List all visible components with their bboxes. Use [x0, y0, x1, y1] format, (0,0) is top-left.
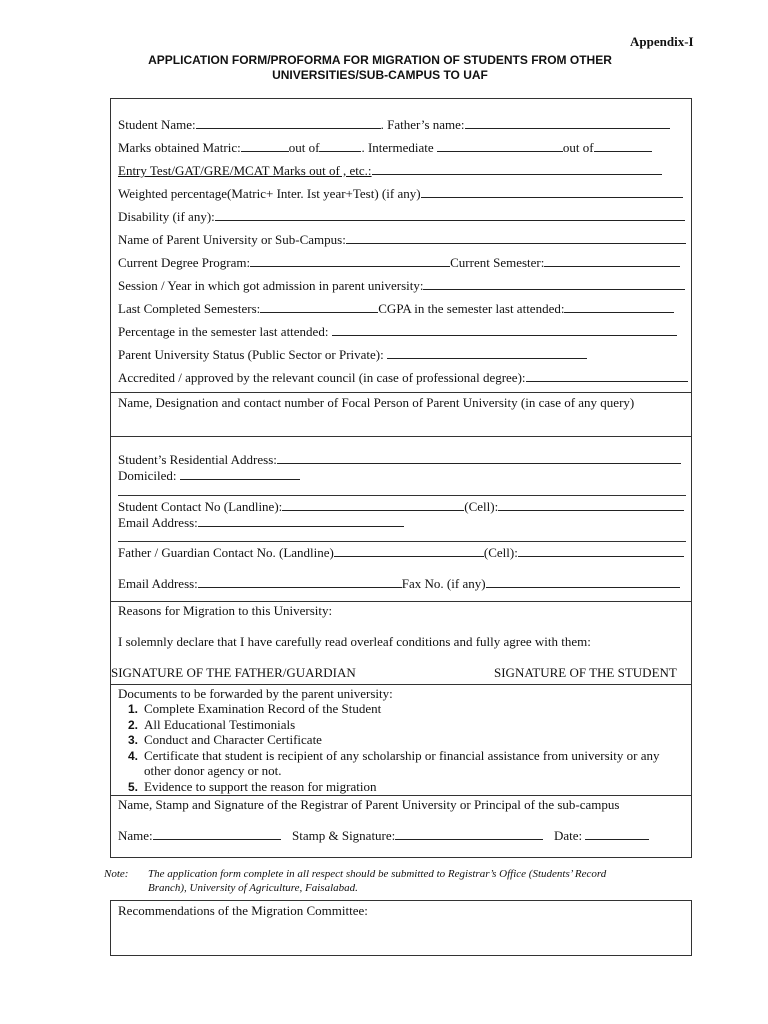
domiciled-field[interactable] [180, 467, 300, 480]
divider [110, 436, 692, 437]
last-completed-row [118, 300, 674, 317]
cgpa-field[interactable] [564, 300, 674, 313]
date-row [554, 827, 649, 844]
weighted-label: Weighted percentage(Matric+ Inter. Ist year+Test) (if any) [118, 186, 421, 201]
session-field[interactable] [423, 277, 685, 290]
registrar-label: Name, Stamp and Signature of the Registrar of Parent University or Principal of the sub-campus [118, 797, 620, 812]
father-landline-field[interactable] [334, 544, 484, 557]
cgpa-label: CGPA in the semester last attended: [378, 301, 565, 316]
stamp-signature-field[interactable] [395, 827, 543, 840]
residential-field[interactable] [277, 451, 681, 464]
registrar-name-field[interactable] [153, 827, 281, 840]
registrar-fields-row [118, 827, 281, 844]
parent-uni-row [118, 231, 686, 248]
intermediate-label: . Intermediate [361, 140, 434, 155]
disability-label: Disability (if any): [118, 209, 215, 224]
current-semester-label: Current Semester: [450, 255, 545, 270]
entry-test-label: Entry Test/GAT/GRE/MCAT Marks out of , etc.: [118, 163, 372, 178]
father-cell-field[interactable] [518, 544, 684, 557]
parent-uni-field[interactable] [346, 231, 686, 244]
marks-row [118, 139, 652, 156]
focal-person-label: Name, Designation and contact number of Focal Person of Parent University (in case of any query) [118, 395, 635, 410]
domiciled-row [118, 467, 300, 484]
out-of-label: out of [562, 140, 594, 155]
out-of-label: out of [288, 140, 320, 155]
list-item: 4. Certificate that student is recipient of any scholarship or financial assistance from university or any [127, 747, 660, 763]
email-label: Email Address: [118, 576, 198, 591]
student-cell-field[interactable] [498, 498, 684, 511]
student-name-row [118, 116, 670, 133]
student-name-field[interactable] [196, 116, 381, 129]
cell-label: (Cell): [483, 545, 518, 560]
stamp-row [292, 827, 543, 844]
matric-total-field[interactable] [319, 139, 361, 152]
documents-heading: Documents to be forwarded by the parent university: [118, 686, 393, 701]
domiciled-label: Domiciled: [118, 468, 177, 483]
percentage-label: Percentage in the semester last attended: [118, 324, 329, 339]
address-line [118, 495, 686, 496]
signature-student-label: SIGNATURE OF THE STUDENT [494, 665, 677, 680]
divider [110, 795, 692, 796]
divider [110, 684, 692, 685]
divider [110, 392, 692, 393]
disability-row [118, 208, 685, 225]
list-item: 3. Conduct and Character Certificate [127, 732, 322, 747]
degree-program-field[interactable] [250, 254, 450, 267]
contact-line [118, 541, 686, 542]
status-field[interactable] [387, 346, 587, 359]
note-line2: Branch), University of Agriculture, Faisalabad. [148, 882, 358, 894]
accredited-row [118, 369, 688, 386]
email-row [118, 514, 404, 531]
marks-matric-label: Marks obtained Matric: [118, 140, 241, 155]
signature-father-label: SIGNATURE OF THE FATHER/GUARDIAN [111, 665, 356, 680]
intermediate-field[interactable] [437, 139, 563, 152]
name-label: Name: [118, 828, 153, 843]
weighted-row [118, 185, 683, 202]
appendix-label: Appendix-I [630, 34, 694, 49]
intermediate-total-field[interactable] [594, 139, 652, 152]
parent-uni-label: Name of Parent University or Sub-Campus: [118, 232, 346, 247]
note-line1: The application form complete in all respect should be submitted to Registrar’s Office (Students’ Record [148, 868, 607, 880]
list-item: other donor agency or not. [144, 763, 282, 778]
declaration-text: I solemnly declare that I have carefully read overleaf conditions and fully agree with them: [118, 634, 591, 649]
accredited-label: Accredited / approved by the relevant council (in case of professional degree): [118, 370, 526, 385]
father-contact-label: Father / Guardian Contact No. (Landline) [118, 545, 334, 560]
percentage-field[interactable] [332, 323, 677, 336]
session-row [118, 277, 685, 294]
residential-row [118, 451, 681, 468]
status-label: Parent University Status (Public Sector or Private): [118, 347, 384, 362]
email-label: Email Address: [118, 515, 198, 530]
date-field[interactable] [585, 827, 649, 840]
reasons-label: Reasons for Migration to this University: [118, 603, 333, 618]
cell-label: (Cell): [464, 499, 499, 514]
father-email-row [118, 575, 680, 592]
current-semester-field[interactable] [544, 254, 680, 267]
father-email-field[interactable] [198, 575, 402, 588]
stamp-label: Stamp & Signature: [292, 828, 396, 843]
list-item: 1. Complete Examination Record of the Student [127, 701, 382, 716]
list-item: 2. All Educational Testimonials [127, 716, 296, 732]
entry-test-field[interactable] [372, 162, 662, 175]
weighted-field[interactable] [421, 185, 683, 198]
student-contact-row [118, 498, 684, 515]
recommendations-label: Recommendations of the Migration Committee: [118, 903, 368, 918]
session-label: Session / Year in which got admission in parent university: [118, 278, 424, 293]
last-completed-field[interactable] [260, 300, 378, 313]
date-label: Date: [554, 828, 583, 843]
fathers-name-field[interactable] [465, 116, 670, 129]
fax-field[interactable] [486, 575, 680, 588]
note-label: Note: [104, 868, 129, 880]
last-completed-label: Last Completed Semesters: [118, 301, 261, 316]
student-name-label: Student Name: [118, 117, 196, 132]
divider [110, 601, 692, 602]
student-email-field[interactable] [198, 514, 404, 527]
status-row [118, 346, 587, 363]
marks-matric-field[interactable] [241, 139, 289, 152]
disability-field[interactable] [215, 208, 685, 221]
form-title-line2: UNIVERSITIES/SUB-CAMPUS TO UAF [272, 68, 488, 82]
degree-row [118, 254, 680, 271]
contact-landline-field[interactable] [282, 498, 464, 511]
accredited-field[interactable] [526, 369, 688, 382]
father-contact-row [118, 544, 684, 561]
contact-landline-label: Student Contact No (Landline): [118, 499, 283, 514]
degree-program-label: Current Degree Program: [118, 255, 251, 270]
fax-label: Fax No. (if any) [401, 576, 486, 591]
fathers-name-label: . Father’s name: [380, 117, 465, 132]
percentage-row [118, 323, 677, 340]
entry-test-row [118, 162, 662, 179]
list-item: 5. Evidence to support the reason for migration [127, 778, 377, 794]
form-title-line1: APPLICATION FORM/PROFORMA FOR MIGRATION OF STUDENTS FROM OTHER [148, 53, 612, 67]
residential-label: Student’s Residential Address: [118, 452, 277, 467]
